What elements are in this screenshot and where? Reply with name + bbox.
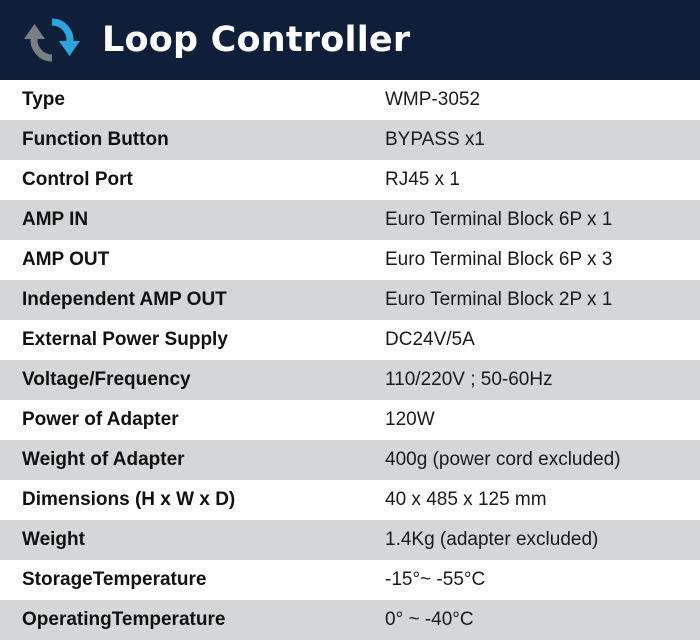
spec-value: Euro Terminal Block 6P x 1: [385, 209, 613, 230]
spec-row: [0, 120, 700, 160]
spec-value: BYPASS x1: [385, 129, 485, 150]
spec-label: Type: [22, 89, 65, 110]
spec-table: [0, 80, 700, 640]
spec-row: [0, 360, 700, 400]
spec-value: WMP-3052: [385, 89, 481, 110]
spec-label: Voltage/Frequency: [22, 369, 191, 390]
spec-value: DC24V/5A: [385, 329, 475, 350]
spec-value: 110/220V ; 50-60Hz: [385, 369, 553, 390]
spec-row: [0, 280, 700, 320]
spec-label: External Power Supply: [22, 329, 228, 350]
spec-row: [0, 600, 700, 640]
spec-label: Weight of Adapter: [22, 449, 185, 470]
page-title: Loop Controller: [102, 20, 411, 60]
spec-row: [0, 440, 700, 480]
spec-label: Power of Adapter: [22, 409, 179, 430]
spec-row: [0, 240, 700, 280]
spec-value: 0° ~ -40°C: [385, 609, 474, 630]
spec-label: AMP IN: [22, 209, 89, 230]
spec-row: [0, 80, 700, 120]
spec-row: [0, 520, 700, 560]
spec-value: 120W: [385, 409, 435, 430]
spec-value: 1.4Kg (adapter excluded): [385, 529, 599, 550]
spec-row: [0, 480, 700, 520]
spec-label: AMP OUT: [22, 249, 110, 270]
spec-row: [0, 320, 700, 360]
spec-row: [0, 560, 700, 600]
spec-value: -15°~ -55°C: [385, 569, 486, 590]
spec-value: 400g (power cord excluded): [385, 449, 621, 470]
page-header: [0, 0, 700, 80]
spec-label: StorageTemperature: [22, 569, 207, 590]
spec-row: [0, 160, 700, 200]
spec-label: Function Button: [22, 129, 169, 150]
spec-label: OperatingTemperature: [22, 609, 226, 630]
spec-value: Euro Terminal Block 2P x 1: [385, 289, 613, 310]
spec-label: Dimensions (H x W x D): [22, 489, 236, 510]
spec-value: RJ45 x 1: [385, 169, 460, 190]
spec-value: 40 x 485 x 125 mm: [385, 489, 547, 510]
spec-value: Euro Terminal Block 6P x 3: [385, 249, 613, 270]
spec-label: Independent AMP OUT: [22, 289, 227, 310]
spec-label: Weight: [22, 529, 85, 550]
spec-label: Control Port: [22, 169, 133, 190]
spec-row: [0, 400, 700, 440]
spec-row: [0, 200, 700, 240]
refresh-cycle-icon: [20, 15, 84, 65]
